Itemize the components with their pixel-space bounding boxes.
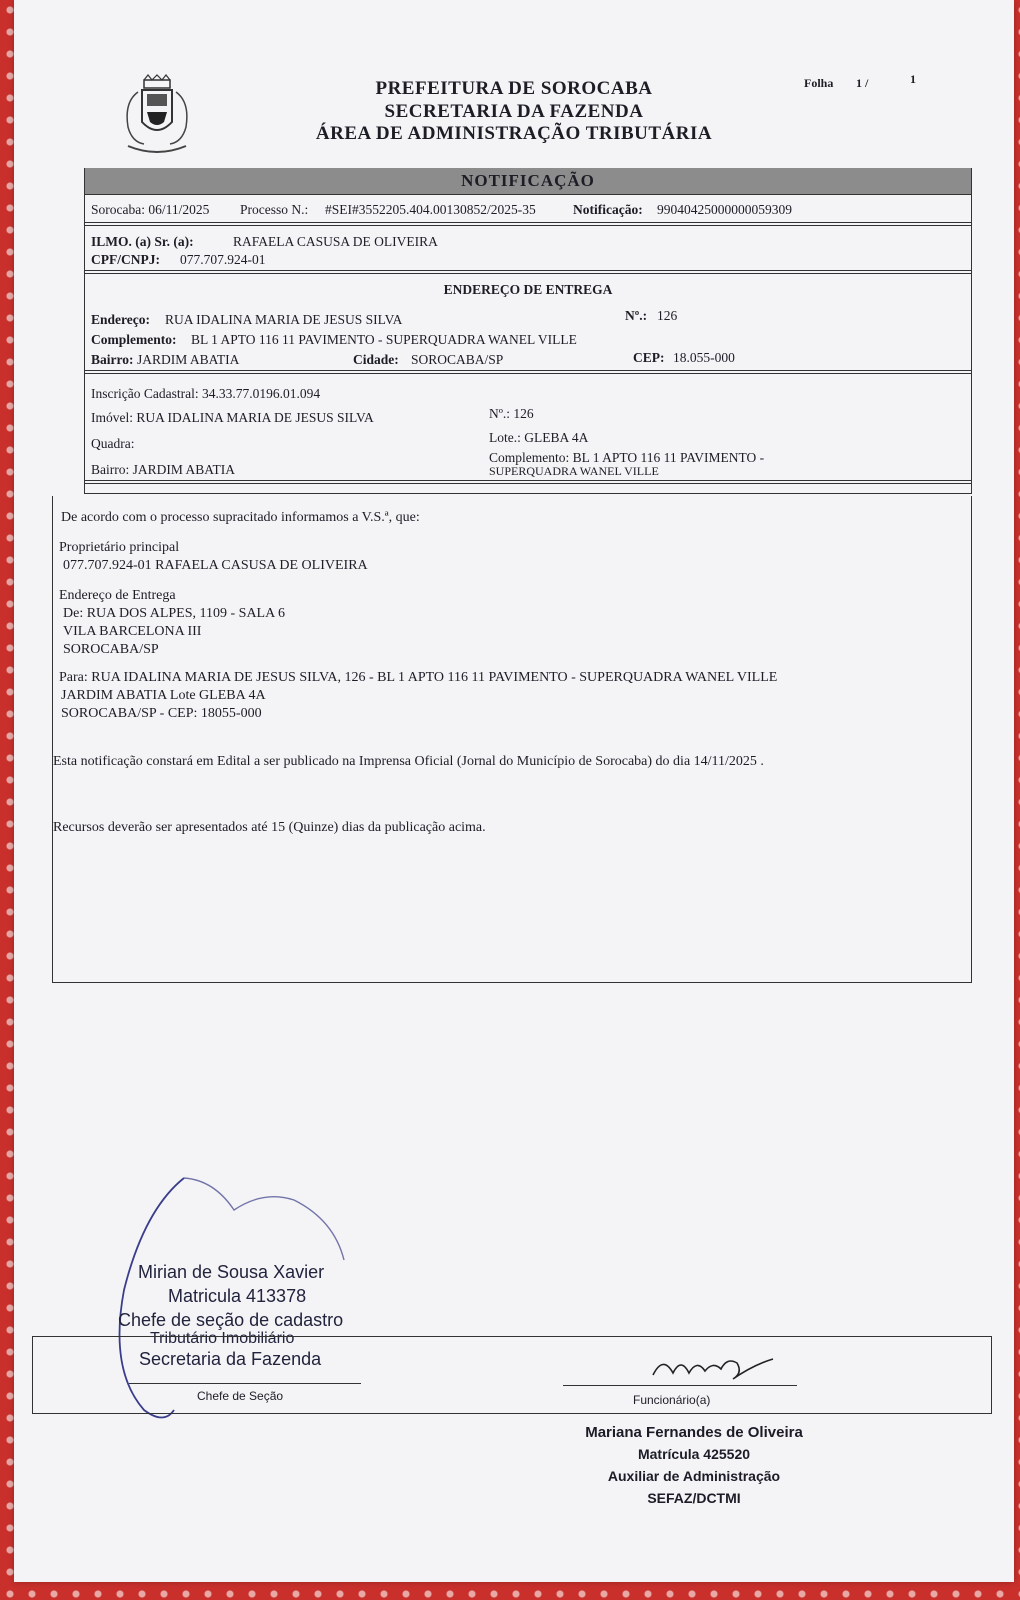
quadra: Quadra:: [91, 436, 135, 451]
divider: [85, 480, 971, 484]
numero-label: Nº.:: [625, 308, 648, 323]
stamp2-role: Auxiliar de Administração: [607, 1468, 781, 1484]
imovel-complemento-2: SUPERQUADRA WANEL VILLE: [489, 464, 659, 478]
funcionario-signature-icon: [643, 1345, 803, 1385]
stamp2-matricula: Matrícula 425520: [637, 1446, 751, 1462]
proprietario-label: Proprietário principal: [59, 540, 180, 555]
notificacao-value: 99040425000000059309: [657, 202, 792, 217]
signature-box: [32, 1336, 992, 1414]
divider: [85, 270, 971, 274]
local-data: Sorocaba: 06/11/2025: [91, 202, 210, 217]
cep-label: CEP:: [633, 350, 665, 365]
complemento-label: Complemento:: [91, 332, 177, 347]
cpf-label: CPF/CNPJ:: [91, 252, 160, 267]
lote: Lote.: GLEBA 4A: [489, 430, 589, 445]
cpf-value: 077.707.924-01: [180, 252, 266, 267]
imovel-complemento-1: Complemento: BL 1 APTO 116 11 PAVIMENTO -: [489, 450, 765, 465]
intro-text: De acordo com o processo supracitado informamos a V.S.ª, que:: [61, 510, 420, 525]
funcionario-signature-line: [563, 1385, 797, 1386]
ilmo-value: RAFAELA CASUSA DE OLIVEIRA: [233, 234, 438, 249]
complemento-value: BL 1 APTO 116 11 PAVIMENTO - SUPERQUADRA WANEL VILLE: [191, 332, 577, 347]
imovel-numero: Nº.: 126: [489, 406, 534, 421]
numero-value: 126: [657, 308, 678, 323]
para-line-1: Para: RUA IDALINA MARIA DE JESUS SILVA, 126 - BL 1 APTO 116 11 PAVIMENTO - SUPERQUADRA WANEL VILLE: [59, 670, 778, 685]
cep-value: 18.055-000: [673, 350, 735, 365]
recursos-text: Recursos deverão ser apresentados até 15 (Quinze) dias da publicação acima.: [53, 820, 486, 835]
stamp-role: Chefe de seção de cadastro: [118, 1310, 344, 1330]
header-line-2: SECRETARIA DA FAZENDA: [384, 101, 644, 122]
inscricao-cadastral: Inscrição Cadastral: 34.33.77.0196.01.094: [91, 386, 321, 401]
para-line-2: JARDIM ABATIA Lote GLEBA 4A: [61, 688, 266, 703]
funcionario-label: Funcionário(a): [633, 1393, 711, 1407]
endereco-label: Endereço:: [91, 312, 150, 327]
sorocaba-coat-of-arms-icon: [114, 72, 200, 158]
stamp2-dept: SEFAZ/DCTMI: [647, 1490, 741, 1506]
notificacao-label: Notificação:: [573, 202, 643, 217]
folha-value: 1 /: [856, 76, 869, 90]
de-line-2: VILA BARCELONA III: [63, 624, 202, 639]
bairro-value: JARDIM ABATIA: [137, 352, 240, 367]
stamp-secretaria: Secretaria da Fazenda: [139, 1349, 322, 1369]
imovel: Imóvel: RUA IDALINA MARIA DE JESUS SILVA: [91, 410, 374, 425]
chefe-label: Chefe de Seção: [197, 1389, 284, 1403]
ilmo-label: ILMO. (a) Sr. (a):: [91, 234, 194, 249]
processo-label: Processo N.:: [240, 202, 309, 217]
cidade-label: Cidade:: [353, 352, 399, 367]
header-line-1: PREFEITURA DE SOROCABA: [375, 78, 653, 99]
processo-value: #SEI#3552205.404.00130852/2025-35: [325, 202, 536, 217]
bairro-label: Bairro:: [91, 352, 134, 367]
de-line-3: SOROCABA/SP: [63, 642, 159, 657]
proprietario-value: 077.707.924-01 RAFAELA CASUSA DE OLIVEIRA: [63, 558, 368, 573]
divider: [85, 222, 971, 226]
folha-total: 1: [910, 72, 916, 86]
stamp2-name: Mariana Fernandes de Oliveira: [585, 1424, 803, 1441]
entrega-label: Endereço de Entrega: [59, 588, 176, 603]
stamp-dept: Tributário Imobiliário: [150, 1330, 295, 1347]
stamp-name: Mirian de Sousa Xavier: [138, 1262, 325, 1282]
cidade-value: SOROCABA/SP: [411, 352, 504, 367]
notification-body: [52, 496, 972, 983]
notification-document: [14, 0, 1014, 1582]
edital-text: Esta notificação constará em Edital a ser publicado na Imprensa Oficial (Jornal do Município de Sorocaba) do dia 14/11/2025 .: [53, 754, 764, 769]
imovel-bairro: Bairro: JARDIM ABATIA: [91, 462, 235, 477]
entrega-title: ENDEREÇO DE ENTREGA: [443, 282, 613, 297]
stamp-matricula: Matricula 413378: [168, 1286, 307, 1306]
para-line-3: SOROCABA/SP - CEP: 18055-000: [61, 706, 262, 721]
folha-label: Folha: [804, 76, 834, 90]
notification-form: [84, 168, 972, 494]
divider: [85, 370, 971, 374]
form-title: NOTIFICAÇÃO: [85, 168, 971, 195]
de-line-1: De: RUA DOS ALPES, 1109 - SALA 6: [63, 606, 285, 621]
chefe-signature-line: [129, 1383, 361, 1384]
header-line-3: ÁREA DE ADMINISTRAÇÃO TRIBUTÁRIA: [315, 123, 713, 144]
endereco-value: RUA IDALINA MARIA DE JESUS SILVA: [165, 312, 403, 327]
